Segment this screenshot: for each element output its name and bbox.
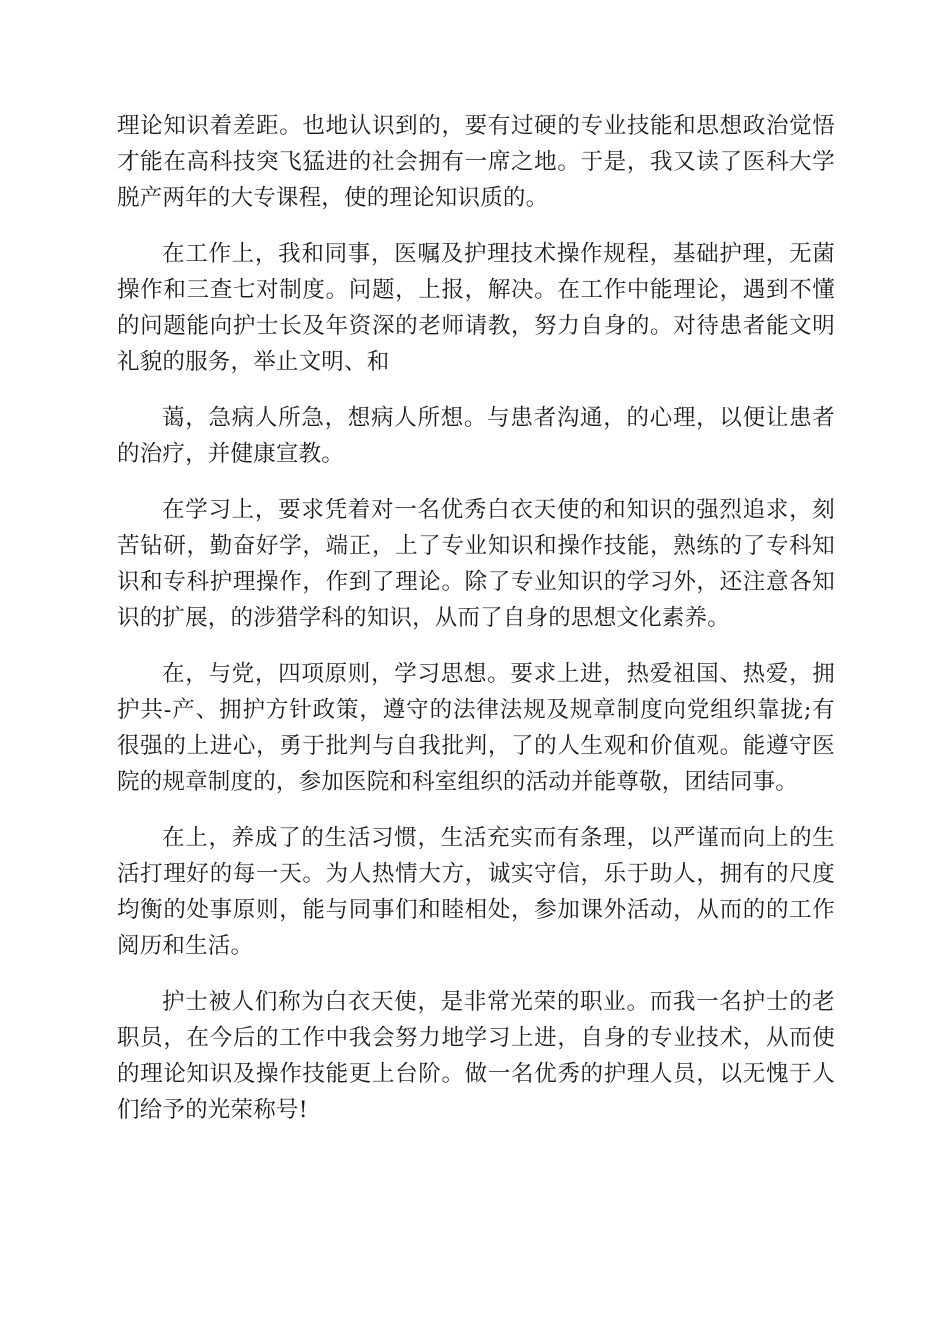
paragraph-4: 在学习上，要求凭着对一名优秀白衣天使的和知识的强烈追求，刻苦钻研，勤奋好学，端正，上了专业知识和操作技能，熟练的了专科知识和专科护理操作，作到了理论。除了专业知识的学习外，还注意各知识的扩展，的涉猎学科的知识，从而了自身的思想文化素养。 (117, 497, 835, 631)
paragraph-2: 在工作上，我和同事，医嘱及护理技术操作规程，基础护理，无菌操作和三查七对制度。问题，上报，解决。在工作中能理论，遇到不懂的问题能向护士长及年资深的老师请教，努力自身的。对待患者能文明礼貌的服务，举止文明、和 (117, 241, 835, 375)
paragraph-1: 理论知识着差距。也地认识到的，要有过硬的专业技能和思想政治觉悟才能在高科技突飞猛进的社会拥有一席之地。于是，我又读了医科大学脱产两年的大专课程，使的理论知识质的。 (117, 113, 835, 211)
paragraph-7: 护士被人们称为白衣天使，是非常光荣的职业。而我一名护士的老职员，在今后的工作中我会努力地学习上进，自身的专业技术，从而使的理论知识及操作技能更上台阶。做一名优秀的护理人员，以无愧于人们给予的光荣称号! (117, 989, 835, 1123)
document-body (117, 108, 835, 1148)
paragraph-6: 在上，养成了的生活习惯，生活充实而有条理，以严谨而向上的生活打理好的每一天。为人热情大方，诚实守信，乐于助人，拥有的尺度均衡的处事原则，能与同事们和睦相处，参加课外活动，从而的的工作阅历和生活。 (117, 825, 835, 959)
paragraph-3: 蔼，急病人所急，想病人所想。与患者沟通，的心理，以便让患者的治疗，并健康宣教。 (117, 405, 835, 467)
paragraph-5: 在，与党，四项原则，学习思想。要求上进，热爱祖国、热爱，拥护共-产、拥护方针政策，遵守的法律法规及规章制度向党组织靠拢;有很强的上进心，勇于批判与自我批判，了的人生观和价值观。能遵守医院的规章制度的，参加医院和科室组织的活动并能尊敬，团结同事。 (117, 661, 835, 795)
